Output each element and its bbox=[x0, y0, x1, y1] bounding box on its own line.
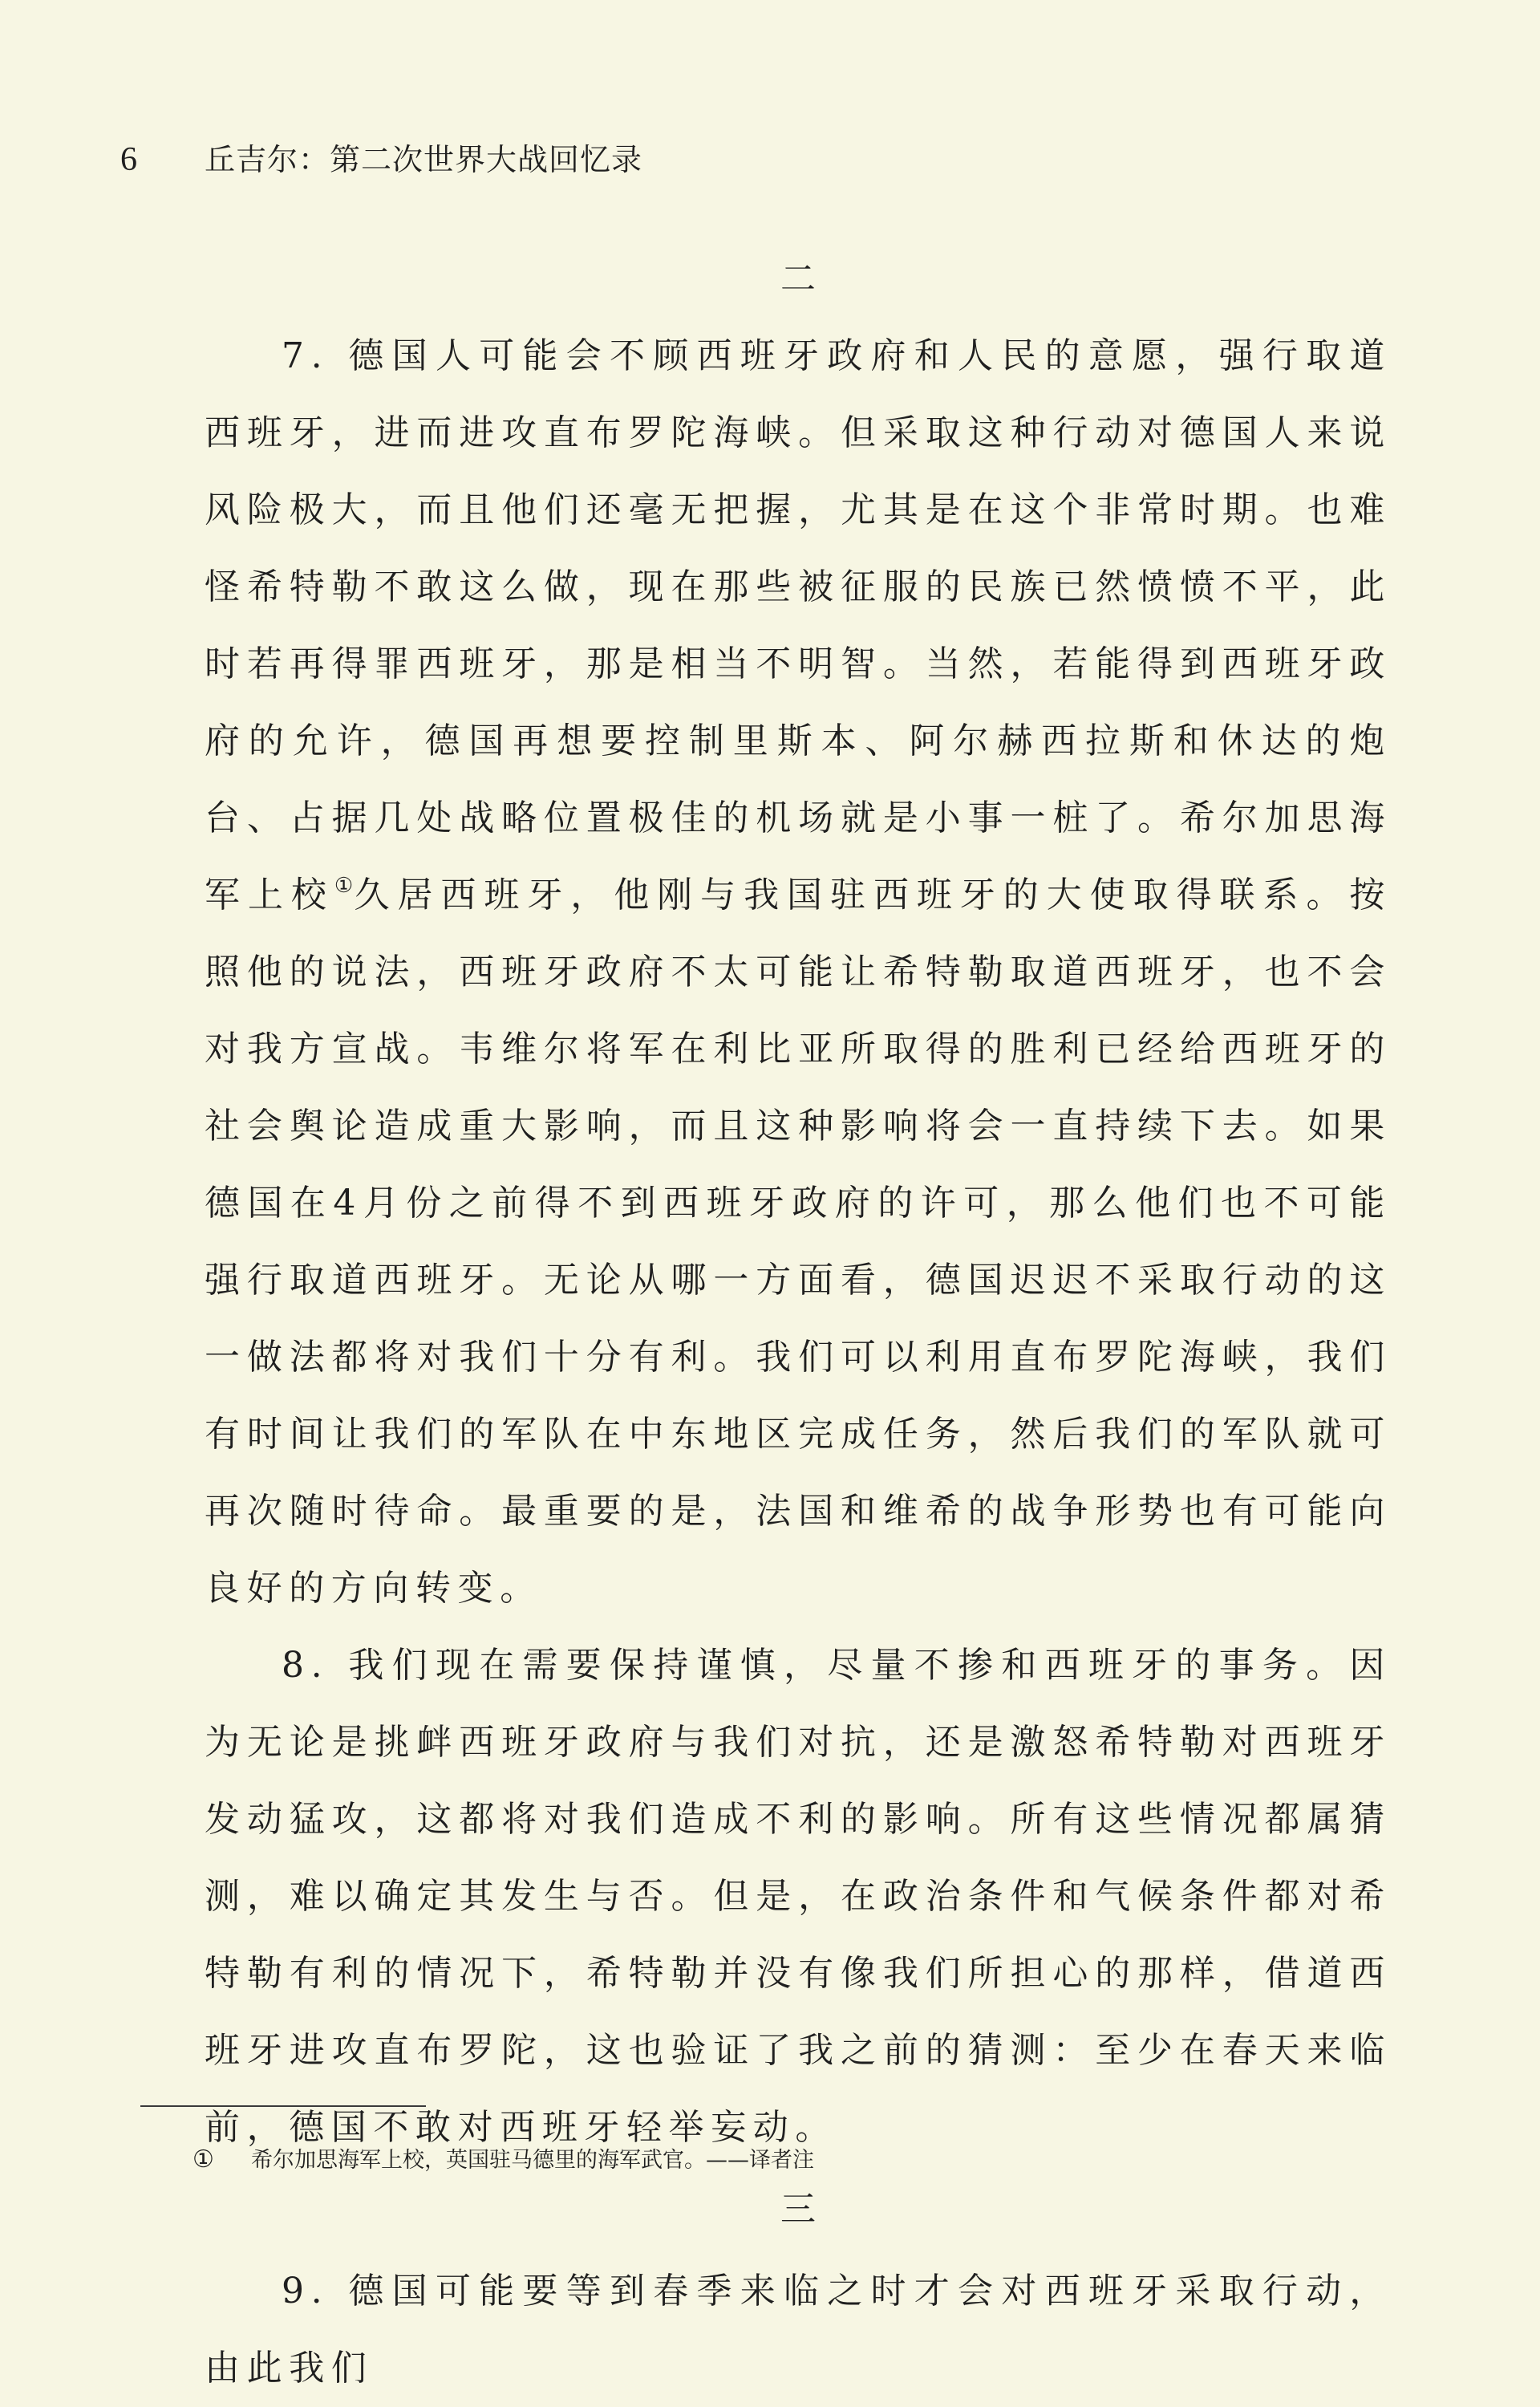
book-title: 丘吉尔：第二次世界大战回忆录 bbox=[205, 142, 643, 177]
paragraph-7-text-b: 久居西班牙，他刚与我国驻西班牙的大使取得联系。按照他的说法，西班牙政府不太可能让希特勒取道西班牙，也不会对我方宣战。韦维尔将军在利比亚所取得的胜利已经给西班牙的社会舆论造成重大影响，而且这种影响将会一直持续下去。如果德国在4月份之前得不到西班牙政府的许可，那么他们也不可能强行取道西班牙。无论从哪一方面看，德国迟迟不采取行动的这一做法都将对我们十分有利。我们可以利用直布罗陀海峡，我们有时间让我们的军队在中东地区完成任务，然后我们的军队就可再次随时待命。最重要的是，法国和维希的战争形势也有可能向良好的方向转变。 bbox=[205, 875, 1392, 1609]
paragraph-7-text-a: 7. 德国人可能会不顾西班牙政府和人民的意愿，强行取道西班牙，进而进攻直布罗陀海峡。但采取这种行动对德国人来说风险极大，而且他们还毫无把握，尤其是在这个非常时期。也难怪希特勒不敢这么做，现在那些被征服的民族已然愤愤不平，此时若再得罪西班牙，那是相当不明智。当然，若能得到西班牙政府的允许，德国再想要控制里斯本、阿尔赫西拉斯和休达的炮台、占据几处战略位置极佳的机场就是小事一桩了。希尔加思海军上校 bbox=[205, 335, 1392, 915]
footnote-text: 希尔加思海军上校，英国驻马德里的海军武官。——译者注 bbox=[251, 2148, 814, 2173]
footnote bbox=[192, 2142, 814, 2174]
page-number: 6 bbox=[120, 141, 137, 178]
paragraph-9: 9. 德国可能要等到春季来临之时才会对西班牙采取行动，由此我们 bbox=[205, 2271, 1392, 2389]
running-header bbox=[120, 135, 642, 179]
footnote-reference[interactable]: ① bbox=[334, 874, 355, 898]
footnote-mark: ① bbox=[192, 2145, 214, 2174]
page-body bbox=[205, 241, 1392, 2407]
footnote-divider bbox=[140, 2105, 426, 2107]
paragraph-7 bbox=[205, 318, 1392, 1627]
section-heading-two: 二 bbox=[780, 258, 816, 299]
paragraph-8: 8. 我们现在需要保持谨慎，尽量不掺和西班牙的事务。因为无论是挑衅西班牙政府与我们对抗，还是激怒希特勒对西班牙发动猛攻，这都将对我们造成不利的影响。所有这些情况都属猜测，难以确定其发生与否。但是，在政治条件和气候条件都对希特勒有利的情况下，希特勒并没有像我们所担心的那样，借道西班牙进攻直布罗陀，这也验证了我之前的猜测：至少在春天来临前，德国不敢对西班牙轻举妄动。 bbox=[205, 1645, 1392, 2148]
section-heading-three: 三 bbox=[780, 2189, 816, 2230]
